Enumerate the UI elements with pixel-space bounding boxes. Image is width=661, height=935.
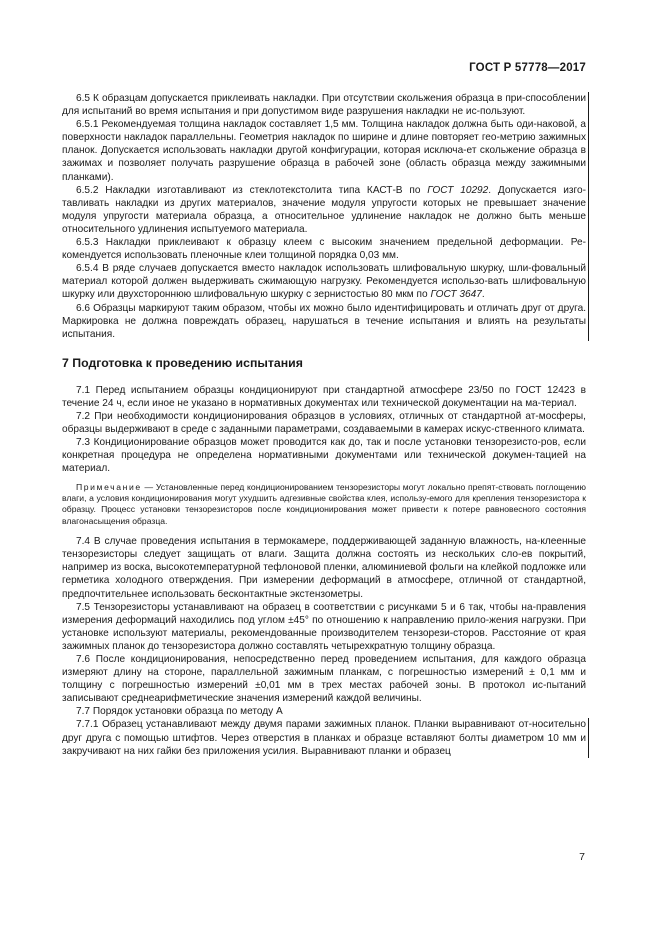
paragraph-7-4: 7.4 В случае проведения испытания в термокамере, поддерживающей заданную влажность, на-клеенные тензорезисторы следует защищать от влаги. Защита должна состоять из нескольких сло-ев покрытий, например из воска, высокотемпературной тефлоновой пленки, алюминиевой фольги на клейкой подложке или герметика холодного отверждения. При измерении деформаций в атмосфере, отличной от стандартной, предпочтительнее использовать бесконтактные экстензометры. [62,536,586,600]
paragraph-6-5-3: 6.5.3 Накладки приклеивают к образцу клеем с высоким значением предельной деформации. Ре-комендуется использовать пленочные клеи толщиной порядка 0,03 мм. [62,237,586,262]
section-heading-7: 7 Подготовка к проведению испытания [62,355,303,370]
note-text: — Установленные перед кондиционированием тензорезисторы могут локально препят-ствовать поглощению влаги, а условия кондиционирования могут ухудшить адгезивные свойства клея, использу-емого для крепления тензорезистора к образцу. Процесс установки тензорезисторов после кондиционирования может привести к потере равновесного состояния влагонасыщения образца. [62,481,586,526]
paragraph-7-2: 7.2 При необходимости кондиционирования образцов в условиях, отличных от стандартной ат-мосферы, образцы выдерживают в среде с заданными параметрами, создаваемыми в камерах искус-ственного климата. [62,411,586,436]
revision-bar-section-7-7-1 [62,718,589,757]
paragraph-7-5: 7.5 Тензорезисторы устанавливают на образец в соответствии с рисунками 5 и 6 так, чтобы на-правления измерения деформаций находились под углом ±45° по отношению к направлению прило-жения нагрузки. При установке используют материалы, рекомендованные производителем тензорези-сторов. Расстояние от края зажимных планок до тензорезистора должно составлять четырехкратную толщину образца. [62,601,586,652]
paragraph-7-7-1: 7.7.1 Образец устанавливают между двумя парами зажимных планок. Планки выравнивают от-носительно друг друга с помощью штифтов. Через отверстия в планках и образце вставляют болты диаметром 10 мм и закручивают на них гайки без приложения усилия. Выравнивают планки и образец [62,719,586,757]
text-run: . [481,289,485,301]
document-header: ГОСТ Р 57778—2017 [469,62,586,74]
paragraph-6-6: 6.6 Образцы маркируют таким образом, чтобы их можно было идентифицировать и отличать друг от друга. Маркировка не должна повреждать образец, нарушаться в течение испытания и влиять на результаты испытания. [62,302,586,340]
revision-bar-section-6 [62,92,589,341]
text-run: . Допускается изго-тавливать накладки из других материалов, значение модуля упругости которых не превышает значение модуля упругости материала образца, а относительное удлинение накладок не должно быть меньше относительного удлинения испытуемого материала. [62,184,586,235]
paragraph-7-1: 7.1 Перед испытанием образцы кондиционируют при стандартной атмосфере 23/50 по ГОСТ 12423 в течение 24 ч, если иное не указано в нормативных документах или технической документации на ма-териал. [62,384,586,409]
note-block [62,482,586,528]
standard-reference-link[interactable]: ГОСТ 10292 [427,184,489,196]
page-number: 7 [579,851,585,863]
paragraph-7-7: 7.7 Порядок установки образца по методу А [76,706,283,718]
paragraph-7-3: 7.3 Кондиционирование образцов может проводится как до, так и после установки тензорезисто-ров, если конкретная процедура не определена нормативными документами или технической докумен-тацией на материал. [62,437,586,475]
text-run: 6.5.4 В ряде случаев допускается вместо накладок использовать шлифовальную шкурку, шли-фовальный материал которой должен выдерживать сжимающую нагрузку. Рекомендуется использо-вать шлифовальную шкурку или двухстороннюю шлифовальную шкурку с зернистостью 80 мкм по [62,263,586,301]
paragraph-6-5-1: 6.5.1 Рекомендуемая толщина накладок составляет 1,5 мм. Толщина накладок должна быть оди-наковой, а поверхности накладок параллельны. Геометрия накладок по ширине и длине повторяет гео-метрию зажимных планок. Допускается использовать накладки другой конфигурации, которая исключа-ет скольжение образца в зажимах и позволяет получать разрушение образца в рабочей зоне (область образца между зажимными планками). [62,119,586,183]
text-run: 6.5.2 Накладки изготавливают из стеклотекстолита типа КАСТ-В по [76,184,428,196]
paragraph-7-6: 7.6 После кондиционирования, непосредственно перед проведением испытания, для каждого образца измеряют длину на стороне, параллельной зажимным планкам, с погрешностью измерений ± 0,1 мм и толщину с погрешностью измерений ±0,01 мм в трех местах рабочей зоны. В протокол ис-пытаний записывают среднеарифметические значения измерений каждой величины. [62,654,586,705]
document-body [62,92,586,758]
paragraph-6-5: 6.5 К образцам допускается приклеивать накладки. При отсутствии скольжения образца в при-способлении для испытаний во время испытания и при допустимом виде разрушения накладки не ис-пользуют. [62,93,586,118]
note-label: Примечание [76,481,142,492]
paragraph-6-5-2 [62,184,586,236]
standard-reference-link[interactable]: ГОСТ 3647 [430,289,482,301]
paragraph-6-5-4 [62,262,586,301]
